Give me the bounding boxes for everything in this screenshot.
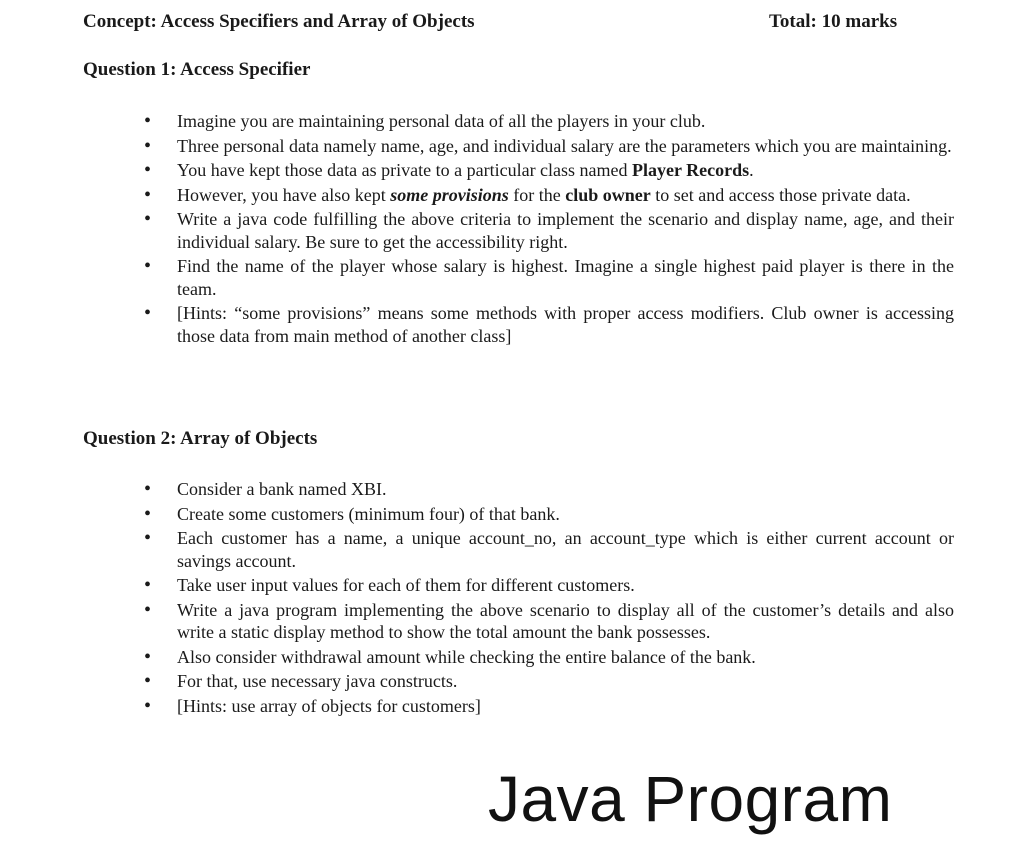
bullet-icon: •	[144, 302, 152, 324]
question2-heading: Question 2: Array of Objects	[83, 428, 318, 449]
bullet-icon: •	[144, 574, 152, 596]
list-item: • You have kept those data as private to a particular class named Player Records.	[144, 159, 754, 181]
bullet-icon: •	[144, 255, 152, 277]
question1-bullet-list	[142, 110, 954, 349]
bullet-icon: •	[144, 159, 152, 181]
list-item: • Create some customers (minimum four) of that bank.	[144, 502, 560, 525]
list-item: • Write a java program implementing the above scenario to display all of the customer’s details and also write a static display method to show the total amount the bank possesses.	[144, 598, 954, 642]
provisions-emphasis: some provisions	[390, 184, 509, 205]
question2-bullet-list	[142, 478, 954, 719]
list-item: • Take user input values for each of them for different customers.	[144, 574, 635, 596]
list-item: • However, you have also kept some provisions for the club owner to set and access those private data.	[144, 183, 911, 206]
document-header	[83, 11, 913, 37]
total-marks: Total: 10 marks	[769, 11, 898, 32]
list-item: • Also consider withdrawal amount while checking the entire balance of the bank.	[144, 645, 756, 668]
bullet-icon: •	[144, 598, 152, 621]
bullet-icon: •	[144, 183, 152, 206]
bullet-icon: •	[144, 478, 152, 500]
java-program-caption: Java Program	[488, 763, 893, 835]
bullet-icon: •	[144, 527, 152, 549]
bullet-icon: •	[144, 645, 152, 668]
bullet-icon: •	[144, 502, 152, 525]
question1-heading: Question 1: Access Specifier	[83, 59, 311, 80]
bullet-icon: •	[144, 134, 152, 157]
bullet-icon: •	[144, 694, 152, 717]
list-item: • [Hints: “some provisions” means some methods with proper access modifiers. Club owner is accessing those data from main method of another class]	[144, 302, 954, 346]
bullet-icon: •	[144, 110, 152, 132]
list-item: • For that, use necessary java constructs.	[144, 670, 458, 692]
list-item: • Three personal data namely name, age, and individual salary are the parameters which you are maintaining.	[144, 134, 952, 157]
list-item: • Each customer has a name, a unique account_no, an account_type which is either current account or savings account.	[144, 527, 954, 571]
concept-title: Concept: Access Specifiers and Array of Objects	[83, 11, 475, 32]
list-item: • Imagine you are maintaining personal data of all the players in your club.	[144, 110, 706, 132]
list-item: • Write a java code fulfilling the above criteria to implement the scenario and display name, age, and their individual salary. Be sure to get the accessibility right.	[144, 208, 954, 252]
list-item: • Consider a bank named XBI.	[144, 478, 387, 500]
club-owner-emphasis: club owner	[565, 184, 651, 205]
bullet-icon: •	[144, 208, 152, 230]
bullet-icon: •	[144, 670, 152, 692]
list-item: • Find the name of the player whose salary is highest. Imagine a single highest paid player is there in the team.	[144, 255, 954, 299]
list-item: • [Hints: use array of objects for customers]	[144, 694, 481, 717]
class-name-emphasis: Player Records	[632, 160, 750, 180]
